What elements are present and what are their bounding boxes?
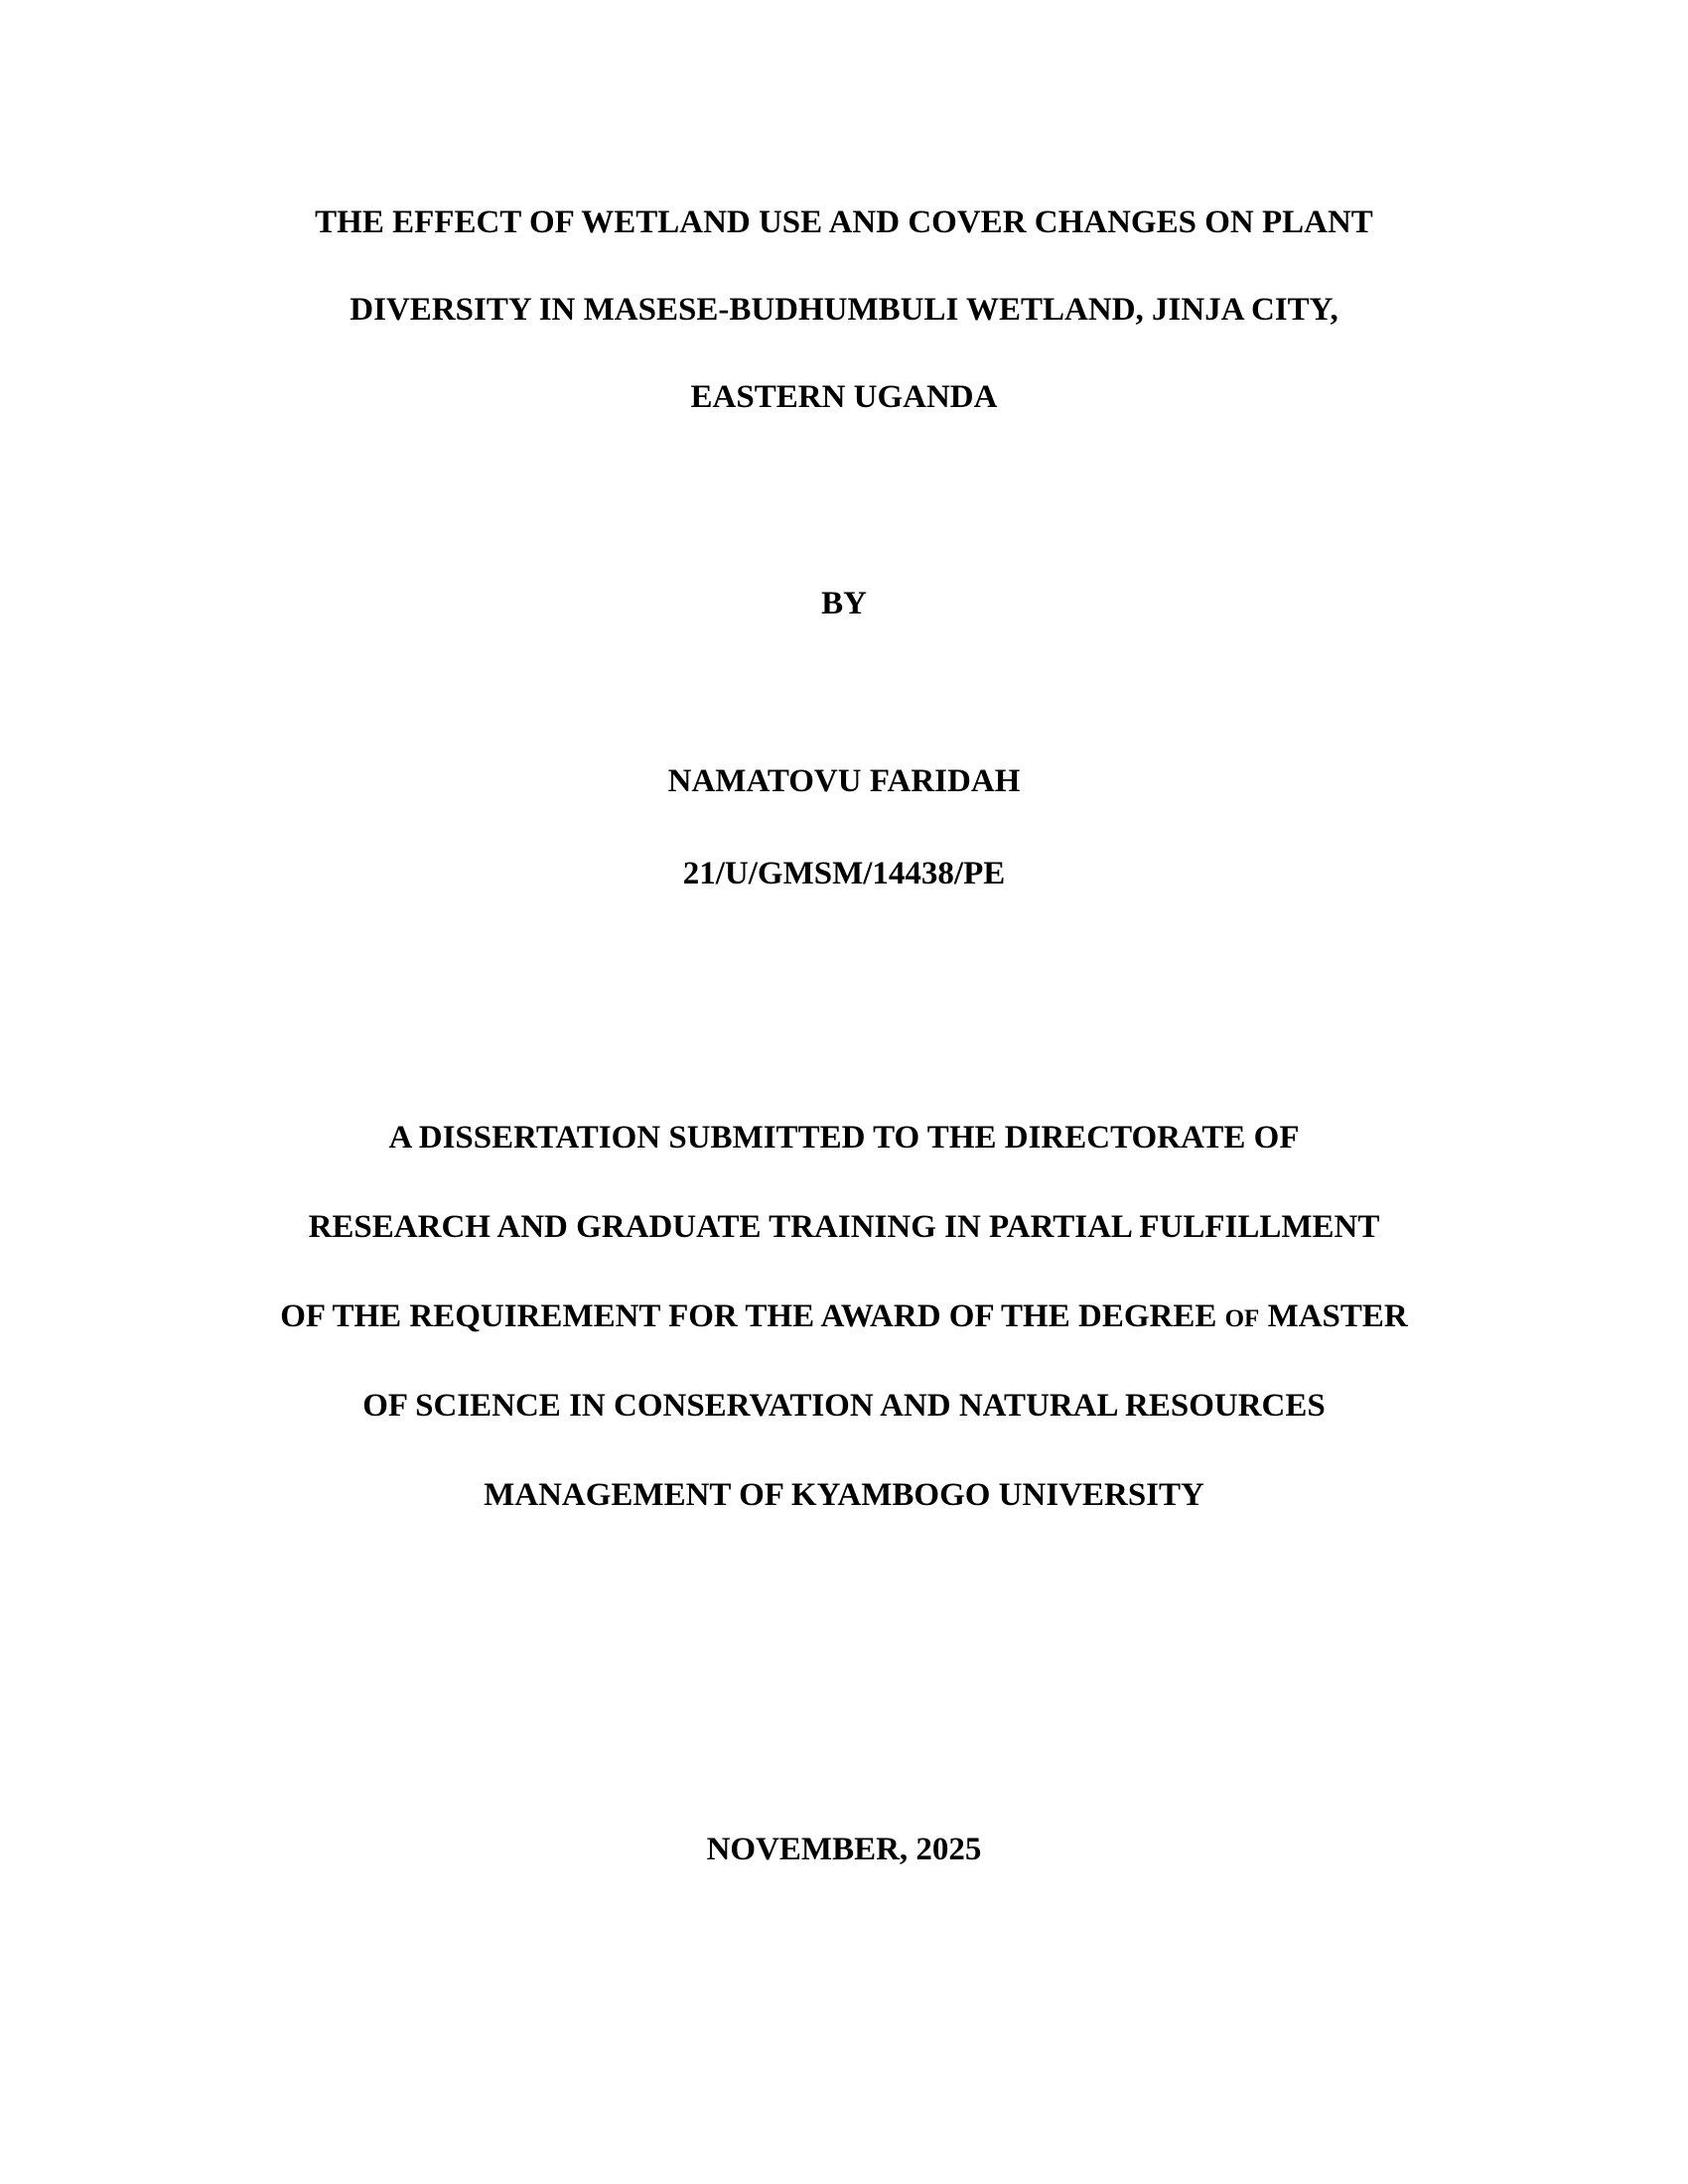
title-line-3: EASTERN UGANDA [690, 379, 998, 415]
statement-line-5: MANAGEMENT OF KYAMBOGO UNIVERSITY [484, 1477, 1204, 1513]
author-name: NAMATOVU FARIDAH [667, 763, 1021, 799]
statement-line-3 [0, 1297, 1688, 1339]
title-line-2: DIVERSITY IN MASESE-BUDHUMBULI WETLAND, JINJA CITY, [350, 292, 1338, 328]
statement-line-3-part-1: OF THE REQUIREMENT FOR THE AWARD OF THE DEGREE [280, 1298, 1225, 1334]
submission-date: NOVEMBER, 2025 [706, 1832, 982, 1867]
title-line-1: THE EFFECT OF WETLAND USE AND COVER CHANGES ON PLANT [315, 205, 1373, 240]
statement-line-2: RESEARCH AND GRADUATE TRAINING IN PARTIAL FULFILLMENT [308, 1209, 1380, 1245]
by-label: BY [821, 586, 867, 621]
registration-number: 21/U/GMSM/14438/PE [682, 856, 1006, 891]
statement-line-1: A DISSERTATION SUBMITTED TO THE DIRECTORATE OF [388, 1120, 1300, 1156]
statement-line-3-part-2: OF [1224, 1305, 1260, 1332]
statement-line-4: OF SCIENCE IN CONSERVATION AND NATURAL RESOURCES [362, 1388, 1326, 1424]
statement-line-3-part-3: MASTER [1259, 1298, 1408, 1334]
